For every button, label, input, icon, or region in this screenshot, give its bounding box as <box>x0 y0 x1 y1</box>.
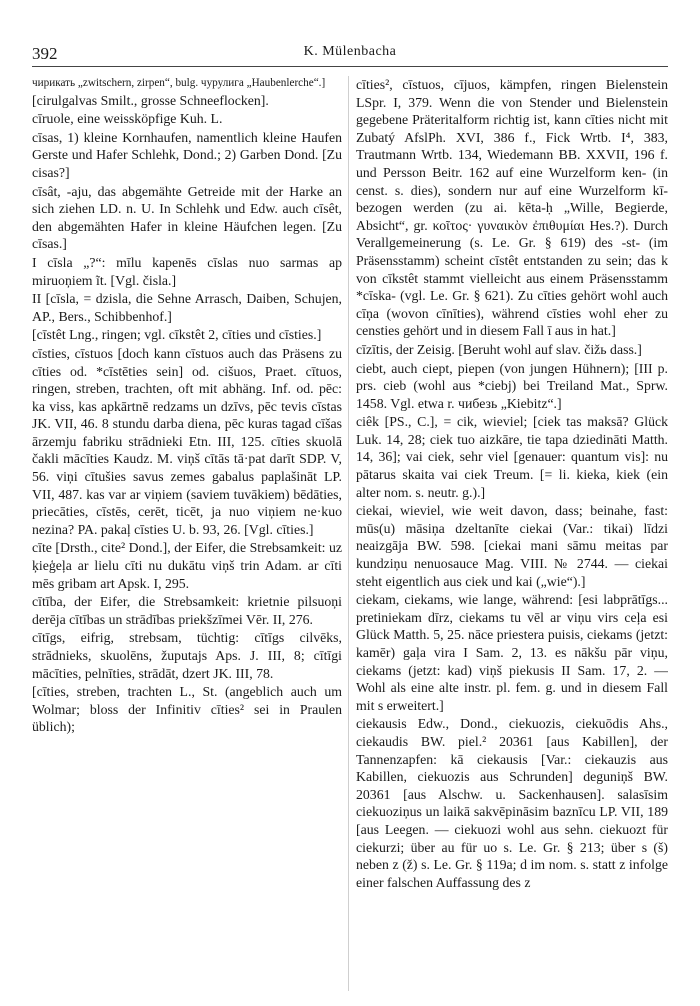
page-number: 392 <box>32 44 58 63</box>
right-column <box>356 76 668 991</box>
dictionary-entry: чирикать „zwitschern, zirpen“, bulg. чурулига „Haubenlerche“.] <box>32 77 326 89</box>
header-rule <box>32 66 668 67</box>
dictionary-entry: ciebt, auch ciept, piepen (von jungen Hühnern); [III p. prs. cieb (wohl aus *ciebj) bei Treiland Mat., Sprw. 1458. Vgl. etwa r. чибезь „Kiebitz“.] <box>356 360 668 411</box>
dictionary-entry: cītīgs, eifrig, strebsam, tüchtig: cītīgs cilvēks, strādnieks, skuolēns, župutajs Aps. J. III, 8; cītīgi mācīties, pelnīties, strādāt, dzert JK. III, 78. <box>32 630 342 681</box>
dictionary-entry: [cīties, streben, trachten L., St. (angeblich auch um Wolmar; bloss der Infinitiv cīties² sei in Praulen üblich); <box>32 684 342 735</box>
dictionary-entry: II [cīsla, = dzisla, die Sehne Arrasch, Daiben, Schujen, AP., Bers., Schibbenhof.] <box>32 291 342 324</box>
dictionary-entry: ciekam, ciekams, wie lange, während: [esi labprātīgs... pretiniekam dīrz, ciekams tu vēl ar viņu virs ceļa esi Glück Matth. 5, 25. nāce priestera puisis, ciekams (jetzt: kamēr) gaļa vira I Sam. 2, 13. es nākšu pār viņu, ciekams (jetzt: kad) viņš piekusis II Sam. 17, 2. — Wohl als eine alte instr. pl. fem. g. und in diesem Fall mit s erweitert.] <box>356 592 668 713</box>
dictionary-entry: cīte [Drsth., cite² Dond.], der Eifer, die Strebsamkeit: uz ķieģeļa ar lielu cīti nu dukātu viņš trin Adam. ar cīti mēs gribam art Apsk. I, 295. <box>32 540 342 591</box>
dictionary-entry: cīruole, eine weissköpfige Kuh. L. <box>32 111 223 127</box>
column-separator <box>348 76 349 991</box>
dictionary-entry: I cīsla „?“: mīlu kapenēs cīslas nuo sarmas ap miruoņiem ĩt. [Vgl. čisla.] <box>32 254 342 288</box>
left-column <box>32 76 342 991</box>
dictionary-entry: [cīstêt Lng., ringen; vgl. cīkstêt 2, cīties und cīsties.] <box>32 327 322 343</box>
dictionary-entry: ciekai, wieviel, wie weit davon, dass; beinahe, fast: mūs(u) māsiņa dzeltanīte ciekai (Var.: tikai) līdzi neaizgāja BW. 598. [ciekai mani sāmu meitas par kundziņu nenuosauce Mag. VIII. № 2744. — ciekai steht eigentlich aus ciek und kai („wie“).] <box>356 503 668 589</box>
dictionary-entry: cīsas, 1) kleine Kornhaufen, namentlich kleine Haufen Gerste und Hafer Schlehk, Dond.; 2) Garben Dond. [Zu cisas?] <box>32 129 342 180</box>
running-title: K. Mülenbacha <box>303 44 397 59</box>
dictionary-entry: ciêk [PS., C.], = cik, wieviel; [ciek tas maksā? Glück Luk. 14, 28; ciek tuo aizkāre, tie tapa dziedināti Matth. 14, 36]; vai ciek, sehr viel [genauer: quantum vis]: nu pātarus skaita vai ciek Treum. [= li. kiekа, kiek (ein alter nom. s. neutr. g.).] <box>356 414 668 500</box>
dictionary-entry: cīsât, -aju, das abgemähte Getreide mit der Harke an sich ziehen LD. n. U. In Schlehk und Edw. auch cīsêt, den abgemähten Hafer in kleine Häufchen legen. [Zu cīsas.] <box>32 183 342 252</box>
dictionary-entry: [cirulgalvas Smilt., grosse Schneeflocken]. <box>32 92 269 108</box>
dictionary-entry: cīties², cīstuos, cījuos, kämpfen, ringen Bielenstein LSpr. I, 379. Wenn die von Stender und Bielenstein gegebene Präteritalform richtig ist, kann cīties nicht mit Zubatý AfslPh. XVI, 386 f., Fick Wrtb. I⁴, 383, Trautmann Wrtb. 134, Wiedemann BB. XXVII, 196 f. und Persson Beitr. 162 auf eine Wurzelform ken- (in censt. s. dies), sondern nur auf eine Wurzelform kī- bezogen werden (zu ai. kēta-ḥ „Wille, Begierde, Absicht“, gr. κοῖτος· γυναικὸν ἐπιθυμίαι Hes.?). Durch Verallgemeinerung (s. Le. Gr. § 619) des -st- (im Präsensstamm) scheint cīstêt entstanden zu sein; das k von cīkstêt stammt vielleicht aus einem Präsensstamm *cīska- (vgl. Le. Gr. § 621). Zu cīties gehört wohl auch cīņa (wovon cīnīties), während cīsties wohl eher zu censties gehört und in diesem Fall ī aus in hat.] <box>356 77 668 339</box>
dictionary-entry: cītība, der Eifer, die Strebsamkeit: krietnie pilsuoņi derēja cītības un strādības priekšzīmei Vēr. II, 276. <box>32 594 342 627</box>
dictionary-entry: cīsties, cīstuos [doch kann cīstuos auch das Präsens zu cīties od. *cīstēties sein] od. cišuos, Praet. cītuos, ringen, streben, trachten, oft mit abhäng. Inf. od. pēc: ka viss, kas apkārtnē redzams un dzīvs, pēc tevis cīstas JK. VII, 46. 8 stundu darba diena, pēc kuras tagad cīšas ārzemju fabriku strādnieki Etn. III, 125. cīties skuolā čakli mācīties Kaudz. M. viņš cītās tā·pat darīt SDP. V, 56. viņi cītušies savus zemes gabalus paplašināt LP. VII, 487. kas var ar viņiem (saviem tuvākiem) bēdāties, priecāties, cīstēs, cerēt, ticēt, ja nuo viņiem ne·kuo nezina? PA. pakaļ cīsties U. b. 93, 26. [Vgl. cīties.] <box>32 345 342 537</box>
dictionary-entry: cīzītis, der Zeisig. [Beruht wohl auf slav. čižь dass.] <box>356 341 642 357</box>
dictionary-entry: ciekausis Edw., Dond., ciekuozis, ciekuōdis Ahs., ciekaudis BW. piel.² 20361 [aus Kabillen], der Tannenzapfen: kā ciekausis [Var.: ciekauzis aus Kabillen, ciekuozis aus Schrunden] deguniņš BW. 20361 [aus Alschw. u. Sackenhausen]. salasīsim ciekuoziņus un laikā sakvēpināsim baznīcu LP. VII, 189 [aus Leegen. — ciekuozi wohl aus sehn. ciekuozt für ciekurzi; über au für uo s. Le. Gr. § 213; über s (š) neben z (ž) s. Le. Gr. § 119a; d im nom. s. statt z infolge einer falschen Auffassung des z <box>356 716 668 890</box>
page-header <box>32 44 668 66</box>
